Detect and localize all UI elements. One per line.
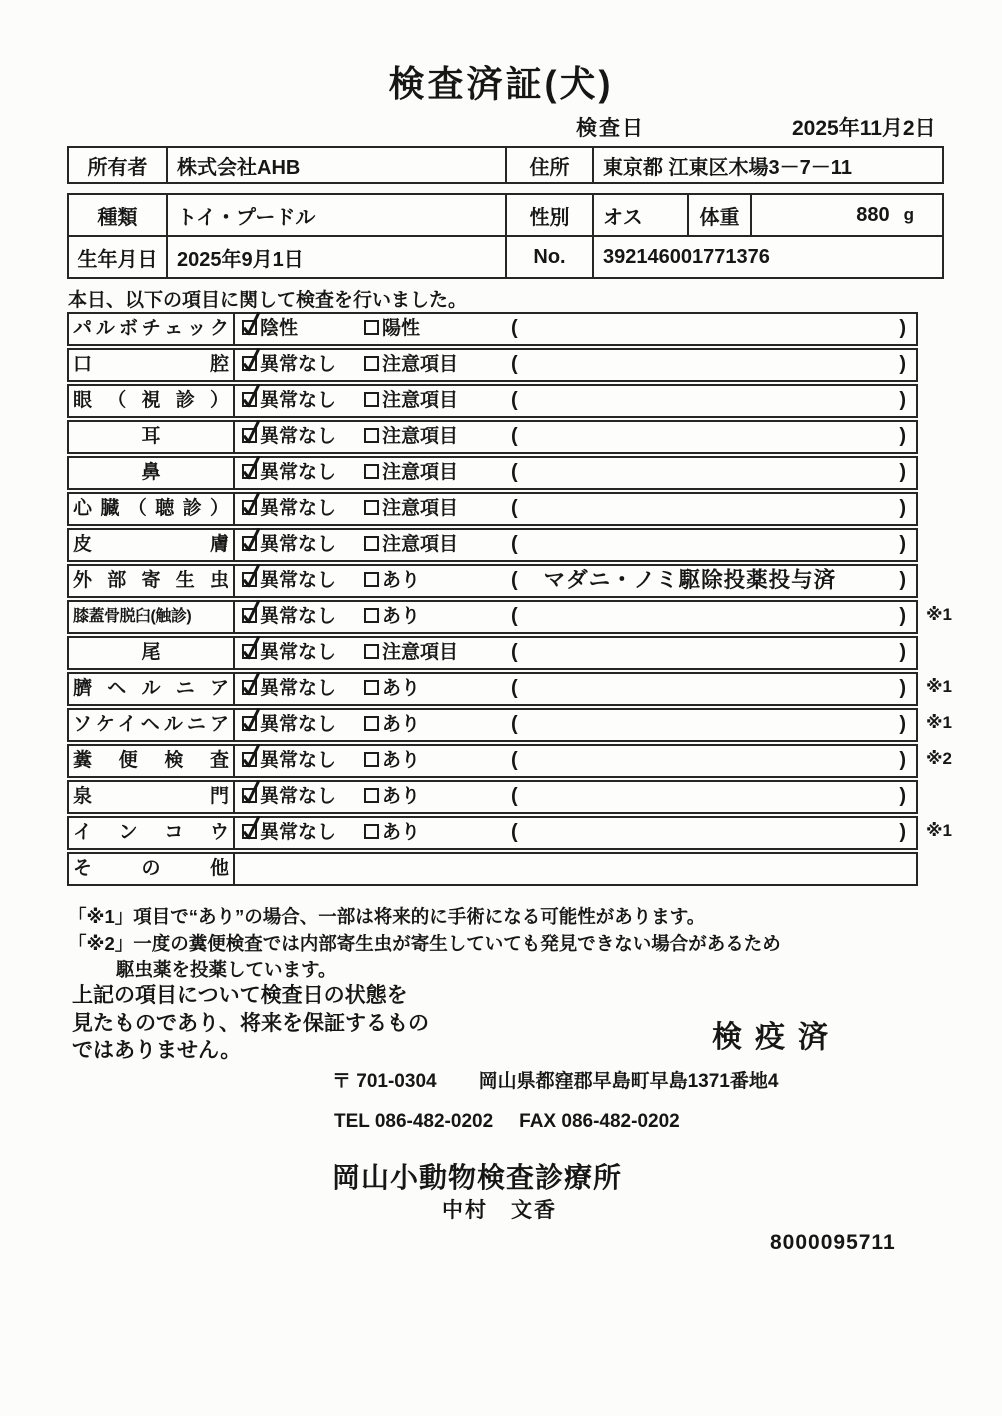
remark-text [518, 674, 900, 703]
no-value: 392146001771376 [592, 237, 942, 277]
checkbox-present[interactable] [364, 608, 379, 623]
animal-info-table [67, 193, 944, 279]
result-option-caution: 注意項目 [364, 494, 458, 523]
owner-value: 株式会社AHB [166, 148, 505, 182]
clinic-tel-line [334, 1111, 680, 1133]
exam-item-label: インコウ [69, 818, 235, 848]
exam-row-ears [67, 420, 918, 454]
result-option-normal: 異常なし [242, 566, 336, 595]
exam-item-label: 心臓（聴診） [69, 494, 235, 524]
footnote-1: 「※1」項目で“あり”の場合、一部は将来的に手術になる可能性があります。 [68, 906, 706, 927]
remark-text [518, 746, 900, 775]
clinic-fax: FAX 086-482-0202 [519, 1111, 680, 1132]
page-title: 検査済証(犬) [388, 63, 614, 104]
exam-row-inguinal-hernia [67, 708, 952, 742]
remark-text [518, 782, 900, 811]
remark-text [518, 458, 900, 487]
exam-row-patella [67, 600, 952, 634]
checkbox-negative[interactable] [242, 320, 257, 335]
sex-value: オス [592, 195, 687, 235]
exam-row-skin [67, 528, 918, 562]
checkbox-normal[interactable] [242, 536, 257, 551]
checkbox-normal[interactable] [242, 428, 257, 443]
exam-row-heart [67, 492, 918, 526]
disclaimer-text: 上記の項目について検査日の状態を 見たものであり、将来を保証するもの ではありません。 [72, 984, 429, 1062]
clinic-tel: TEL 086-482-0202 [334, 1111, 494, 1132]
exam-date-label: 検査日 [576, 117, 645, 140]
exam-row-oral [67, 348, 918, 382]
result-option-present: あり [364, 818, 420, 847]
postal-code: 〒 701-0304 [332, 1071, 437, 1092]
checkbox-caution[interactable] [364, 536, 379, 551]
exam-item-label: パルボチェック [69, 314, 235, 344]
weight-value: 880 g [750, 195, 942, 235]
exam-item-label: 泉門 [69, 782, 235, 812]
checkbox-normal[interactable] [242, 716, 257, 731]
remark-field: ( ) [511, 782, 906, 811]
checkbox-present[interactable] [364, 572, 379, 587]
result-option-normal: 異常なし [242, 746, 336, 775]
result-option-caution: 注意項目 [364, 530, 458, 559]
remark-text [518, 314, 900, 343]
remark-text [518, 530, 900, 559]
exam-row-tail [67, 636, 918, 670]
checkbox-present[interactable] [364, 752, 379, 767]
other-remark-field [235, 854, 916, 884]
result-option-normal: 異常なし [242, 782, 336, 811]
remark-text [518, 386, 900, 415]
checkbox-caution[interactable] [364, 428, 379, 443]
remark-field: ( ) [511, 386, 906, 415]
result-option-present: あり [364, 710, 420, 739]
clinic-address: 岡山県都窪郡早島町早島1371番地4 [478, 1071, 779, 1092]
breed-value: トイ・プードル [166, 195, 505, 235]
exam-item-label: 耳 [69, 422, 235, 452]
row-note: ※1 [926, 713, 952, 732]
footnote-2-line1: 「※2」一度の糞便検査では内部寄生虫が寄生していても発見できない場合があるため [68, 933, 781, 954]
result-option-caution: 注意項目 [364, 386, 458, 415]
checkbox-present[interactable] [364, 824, 379, 839]
result-option-normal: 異常なし [242, 350, 336, 379]
breed-label: 種類 [97, 206, 138, 229]
address-label: 住所 [505, 148, 592, 182]
remark-field: ( ) [511, 350, 906, 379]
result-option-present: あり [364, 566, 420, 595]
exam-row-eyes [67, 384, 918, 418]
checkbox-present[interactable] [364, 788, 379, 803]
result-option-normal: 異常なし [242, 530, 336, 559]
result-option-normal: 異常なし [242, 710, 336, 739]
remark-field: ( ) [511, 494, 906, 523]
intro-text: 本日、以下の項目に関して検査を行いました。 [68, 290, 468, 311]
result-option-normal: 異常なし [242, 494, 336, 523]
checkbox-present[interactable] [364, 680, 379, 695]
remark-field: ( ) [511, 458, 906, 487]
result-option-positive: 陽性 [364, 314, 420, 343]
exam-item-label: 口腔 [69, 350, 235, 380]
remark-text [518, 638, 900, 667]
remark-field: ( ) [511, 530, 906, 559]
exam-row-other [67, 852, 918, 886]
exam-item-label: 尾 [69, 638, 235, 668]
result-option-normal: 異常なし [242, 602, 336, 631]
remark-field: ( マダニ・ノミ駆除投薬投与済 ) [511, 566, 906, 595]
remark-field: ( ) [511, 422, 906, 451]
checkbox-normal[interactable] [242, 500, 257, 515]
exam-row-parvo [67, 312, 918, 346]
remark-text [518, 422, 900, 451]
exam-item-label: 鼻 [69, 458, 235, 488]
row-note: ※1 [926, 821, 952, 840]
checkbox-normal[interactable] [242, 464, 257, 479]
address-value: 東京都 江東区木場3－7－11 [592, 148, 942, 182]
remark-text [518, 818, 900, 847]
result-option-normal: 異常なし [242, 422, 336, 451]
checkbox-caution[interactable] [364, 500, 379, 515]
checkbox-caution[interactable] [364, 464, 379, 479]
exam-row-fecal [67, 744, 952, 778]
footnote-2-line2: 駆虫薬を投薬しています。 [116, 959, 337, 980]
result-option-present: あり [364, 746, 420, 775]
checkbox-caution[interactable] [364, 644, 379, 659]
row-note: ※1 [926, 677, 952, 696]
checkbox-normal[interactable] [242, 752, 257, 767]
exam-row-fontanelle [67, 780, 918, 814]
checkbox-present[interactable] [364, 716, 379, 731]
remark-text [518, 494, 900, 523]
owner-label: 所有者 [87, 156, 148, 179]
exam-item-label: 皮膚 [69, 530, 235, 560]
exam-item-label: 膝蓋骨脱臼(触診) [69, 602, 235, 632]
remark-field: ( ) [511, 602, 906, 631]
exam-item-label: 糞便検査 [69, 746, 235, 776]
remark-text [518, 710, 900, 739]
sex-label: 性別 [505, 195, 592, 235]
serial-number: 8000095711 [770, 1231, 896, 1254]
row-note: ※1 [926, 605, 952, 624]
checkbox-normal[interactable] [242, 356, 257, 371]
birthdate-label: 生年月日 [77, 248, 158, 271]
checkbox-normal[interactable] [242, 608, 257, 623]
weight-unit: g [903, 205, 914, 224]
exam-row-ectoparasites [67, 564, 918, 598]
checkbox-normal[interactable] [242, 572, 257, 587]
checkbox-normal[interactable] [242, 680, 257, 695]
checkbox-positive[interactable] [364, 320, 379, 335]
exam-item-label: 臍ヘルニア [69, 674, 235, 704]
clinic-postal-line [332, 1066, 778, 1093]
result-option-caution: 注意項目 [364, 350, 458, 379]
result-option-caution: 注意項目 [364, 458, 458, 487]
exam-row-umbilical-hernia [67, 672, 952, 706]
result-option-present: あり [364, 782, 420, 811]
result-option-normal: 異常なし [242, 458, 336, 487]
result-option-present: あり [364, 674, 420, 703]
result-option-present: あり [364, 602, 420, 631]
checkbox-normal[interactable] [242, 644, 257, 659]
no-label: No. [505, 237, 592, 277]
exam-row-nose [67, 456, 918, 490]
remark-field: ( ) [511, 818, 906, 847]
quarantine-stamp: 検疫済 [712, 1021, 841, 1054]
exam-item-label: ソケイヘルニア [69, 710, 235, 740]
remark-text: マダニ・ノミ駆除投薬投与済 [543, 568, 837, 592]
remark-field: ( ) [511, 710, 906, 739]
exam-row-inkou [67, 816, 952, 850]
veterinarian-name: 中村 文香 [442, 1199, 557, 1222]
result-option-normal: 異常なし [242, 638, 336, 667]
row-note: ※2 [926, 749, 952, 768]
checkbox-caution[interactable] [364, 356, 379, 371]
clinic-name: 岡山小動物検査診療所 [332, 1162, 623, 1193]
checkbox-normal[interactable] [242, 788, 257, 803]
exam-item-label: その他 [69, 854, 235, 884]
result-option-normal: 異常なし [242, 818, 336, 847]
birthdate-value: 2025年9月1日 [166, 237, 505, 277]
exam-date-value: 2025年11月2日 [792, 117, 936, 140]
result-option-normal: 異常なし [242, 674, 336, 703]
remark-field: ( ) [511, 638, 906, 667]
remark-text [518, 350, 900, 379]
result-option-negative: 陰性 [242, 314, 298, 343]
exam-item-label: 外部寄生虫 [69, 566, 235, 596]
exam-item-label: 眼（視診） [69, 386, 235, 416]
weight-label: 体重 [687, 195, 750, 235]
remark-field: ( ) [511, 746, 906, 775]
checkbox-caution[interactable] [364, 392, 379, 407]
owner-table [67, 146, 944, 184]
checkbox-normal[interactable] [242, 392, 257, 407]
remark-text [518, 602, 900, 631]
result-option-caution: 注意項目 [364, 638, 458, 667]
checkbox-normal[interactable] [242, 824, 257, 839]
exam-checklist-table [67, 312, 952, 888]
remark-field: ( ) [511, 314, 906, 343]
result-option-normal: 異常なし [242, 386, 336, 415]
remark-field: ( ) [511, 674, 906, 703]
result-option-caution: 注意項目 [364, 422, 458, 451]
